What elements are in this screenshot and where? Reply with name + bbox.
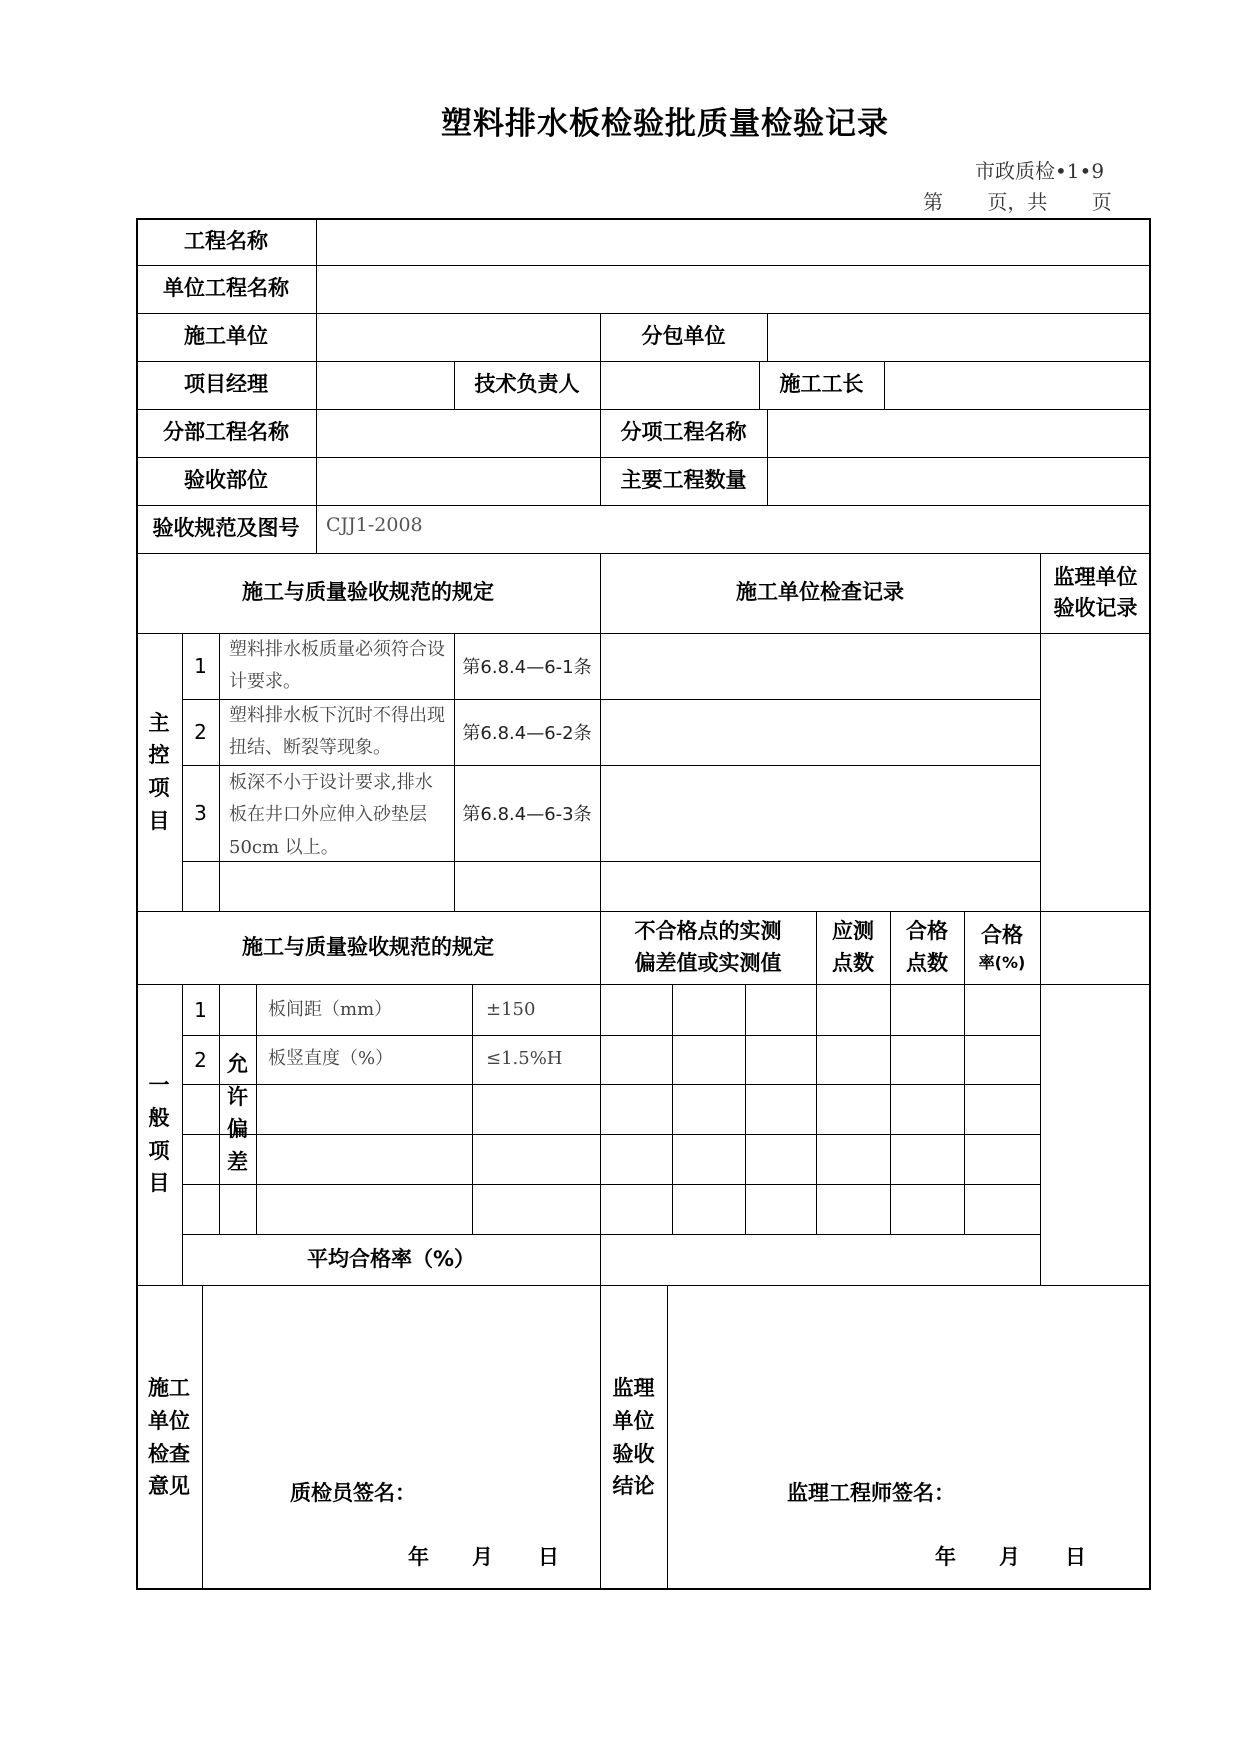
- label-main-quantity: 主要工程数量: [620, 468, 747, 493]
- main-items-label: [136, 633, 182, 911]
- general-label-char: 一: [148, 1073, 170, 1098]
- supervisor-month: 月: [999, 1545, 1020, 1569]
- main-label-char: 控: [148, 743, 170, 768]
- label-construction-unit: 施工单位: [184, 324, 268, 349]
- page-suffix: 页: [1091, 190, 1112, 214]
- supervisor-conclusion-char: 验收: [612, 1441, 655, 1466]
- tolerance-label-char: 差: [227, 1149, 248, 1174]
- label-project-manager: 项目经理: [184, 372, 268, 397]
- main-item-ref: 第6.8.4—6-1条: [462, 657, 592, 678]
- header-deviation: [600, 911, 816, 984]
- spec-value: CJJ1-2008: [326, 514, 423, 536]
- header-pass-points-line2: 点数: [906, 950, 948, 975]
- general-item-name: 板竖直度（%）: [268, 1048, 394, 1069]
- header-should-measure-line2: 点数: [832, 950, 874, 975]
- header-should-measure-line1: 应测: [832, 919, 874, 943]
- main-item-no: 2: [194, 720, 207, 744]
- main-item-ref: 第6.8.4—6-3条: [462, 804, 592, 825]
- tolerance-label-char: 许: [227, 1084, 248, 1109]
- supervisor-day: 日: [1065, 1545, 1086, 1569]
- main-item-no: 3: [194, 801, 207, 825]
- main-item-desc: 塑料排水板质量必须符合设计要求。: [229, 639, 445, 693]
- contractor-opinion-label: [136, 1285, 202, 1590]
- contractor-opinion-char: 施工: [148, 1376, 190, 1401]
- header-pass-points: [890, 911, 964, 984]
- header-deviation-line1: 不合格点的实测: [634, 919, 782, 943]
- header-pass-rate-line2: 率(%): [978, 953, 1026, 973]
- general-item-no: 2: [194, 1047, 207, 1072]
- header-supervisor-line1: 监理单位: [1053, 564, 1138, 589]
- header-contractor-record: 施工单位检查记录: [736, 580, 904, 605]
- page-prefix: 第: [923, 190, 943, 214]
- form-code: 市政质检•1•9: [975, 159, 1105, 183]
- contractor-opinion-char: 意见: [148, 1474, 190, 1499]
- main-item-no: 1: [194, 654, 207, 678]
- general-item-no: 1: [194, 997, 207, 1022]
- main-label-char: 主: [148, 710, 170, 735]
- contractor-month: 月: [472, 1545, 493, 1569]
- main-item-desc: 板深不小于设计要求,排水板在井口外应伸入砂垫层50cm 以上。: [229, 772, 433, 858]
- contractor-year: 年: [408, 1545, 429, 1569]
- header-supervisor-record: [1040, 553, 1151, 633]
- supervisor-year: 年: [935, 1545, 956, 1569]
- document-title: 塑料排水板检验批质量检验记录: [441, 106, 889, 142]
- tolerance-label-char: 偏: [227, 1117, 248, 1142]
- inspector-sign: 质检员签名：: [290, 1481, 416, 1505]
- main-item-ref: 第6.8.4—6-2条: [462, 723, 592, 744]
- header-supervisor-line2: 验收记录: [1053, 596, 1138, 620]
- main-label-char: 目: [148, 808, 170, 833]
- label-spec-and-drawing: 验收规范及图号: [152, 516, 300, 541]
- page-indicator: [923, 186, 1112, 215]
- label-acceptance-location: 验收部位: [184, 468, 268, 493]
- general-spec-provisions: 施工与质量验收规范的规定: [242, 934, 494, 959]
- general-label-char: 般: [148, 1105, 170, 1130]
- label-unit-project-name: 单位工程名称: [163, 276, 289, 301]
- general-label-char: 项: [148, 1138, 170, 1163]
- general-items-label: [136, 984, 182, 1285]
- header-spec-provisions: 施工与质量验收规范的规定: [242, 580, 494, 605]
- header-should-measure: [816, 911, 890, 984]
- general-label-char: 目: [148, 1171, 170, 1196]
- header-pass-points-line1: 合格: [906, 919, 948, 943]
- label-foreman: 施工工长: [779, 372, 864, 397]
- avg-pass-rate-label: 平均合格率（%）: [306, 1246, 476, 1271]
- label-project-name: 工程名称: [184, 228, 268, 253]
- general-item-tolerance: ≤1.5%H: [486, 1048, 563, 1069]
- main-label-char: 项: [148, 776, 170, 800]
- general-item-name: 板间距（mm）: [268, 999, 393, 1020]
- label-subcontract-unit: 分包单位: [641, 324, 726, 349]
- contractor-opinion-char: 单位: [148, 1408, 190, 1433]
- supervisor-conclusion-char: 监理: [612, 1376, 655, 1401]
- label-subitem-name: 分项工程名称: [620, 420, 747, 445]
- tolerance-label: [219, 1035, 256, 1234]
- header-deviation-line2: 偏差值或实测值: [634, 950, 782, 975]
- engineer-sign: 监理工程师签名：: [787, 1481, 955, 1505]
- page-mid: 页，共: [987, 190, 1048, 214]
- supervisor-conclusion-char: 单位: [612, 1408, 655, 1433]
- label-division-name: 分部工程名称: [163, 420, 289, 445]
- header-pass-rate: [964, 911, 1040, 984]
- main-item-desc: 塑料排水板下沉时不得出现扭结、断裂等现象。: [229, 705, 445, 759]
- contractor-opinion-char: 检查: [148, 1441, 190, 1466]
- general-item-tolerance: ±150: [486, 999, 536, 1020]
- tolerance-label-char: 允: [227, 1052, 248, 1076]
- label-technical-lead: 技术负责人: [474, 372, 580, 397]
- header-pass-rate-line1: 合格: [981, 922, 1023, 947]
- supervisor-conclusion-label: [600, 1285, 667, 1590]
- supervisor-conclusion-char: 结论: [612, 1474, 655, 1499]
- contractor-day: 日: [538, 1545, 559, 1569]
